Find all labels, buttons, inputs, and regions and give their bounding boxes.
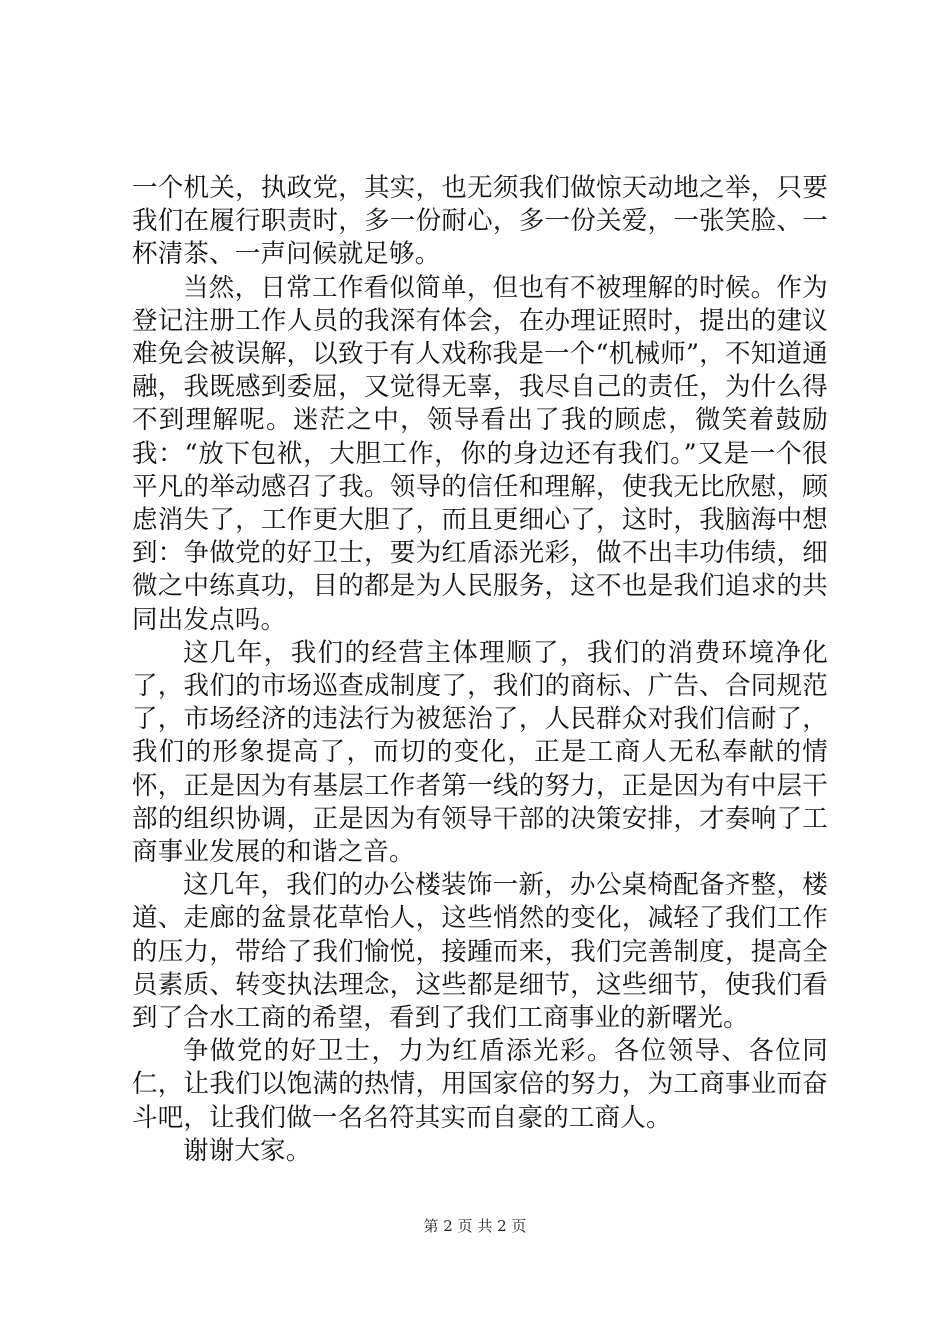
paragraph-4: 这几年，我们的办公楼装饰一新，办公桌椅配备齐整，楼道、走廊的盆景花草怡人，这些悄然的变化，减轻了我们工作的压力，带给了我们愉悦，接踵而来，我们完善制度，提高全员素质、转变执法理念，这些都是细节，这些细节，使我们看到了合水工商的希望，看到了我们工商事业的新曙光。 — [132, 870, 828, 1034]
paragraph-5: 争做党的好卫士，力为红盾添光彩。各位领导、各位同仁，让我们以饱满的热情，用国家倍的努力，为工商事业而奋斗吧，让我们做一名名符其实而自豪的工商人。 — [132, 1036, 828, 1133]
paragraph-6: 谢谢大家。 — [183, 1135, 312, 1166]
document-body — [132, 172, 828, 1168]
page-footer: 第 2 页 共 2 页 — [423, 1217, 527, 1235]
paragraph-3: 这几年，我们的经营主体理顺了，我们的消费环境净化了，我们的市场巡查成制度了，我们的商标、广告、合同规范了，市场经济的违法行为被惩治了，人民群众对我们信耐了，我们的形象提高了，而切的变化，正是工商人无私奉献的情怀，正是因为有基层工作者第一线的努力，正是因为有中层干部的组织协调，正是因为有领导干部的决策安排，才奏响了工商事业发展的和谐之音。 — [132, 637, 828, 868]
paragraph-1: 一个机关，执政党，其实，也无须我们做惊天动地之举，只要我们在履行职责时，多一份耐心，多一份关爱，一张笑脸、一杯清茶、一声问候就足够。 — [132, 173, 828, 270]
paragraph-2: 当然，日常工作看似简单，但也有不被理解的时候。作为登记注册工作人员的我深有体会，在办理证照时，提出的建议难免会被误解，以致于有人戏称我是一个“机械师”，不知道通融，我既感到委屈，又觉得无辜，我尽自己的责任，为什么得不到理解呢。迷茫之中，领导看出了我的顾虑，微笑着鼓励我：“放下包袱，大胆工作，你的身边还有我们。”又是一个很平凡的举动感召了我。领导的信任和理解，使我无比欣慰，顾虑消失了，工作更大胆了，而且更细心了，这时，我脑海中想到：争做党的好卫士，要为红盾添光彩，做不出丰功伟绩，细微之中练真功，目的都是为人民服务，这不也是我们追求的共同出发点吗。 — [132, 272, 828, 635]
